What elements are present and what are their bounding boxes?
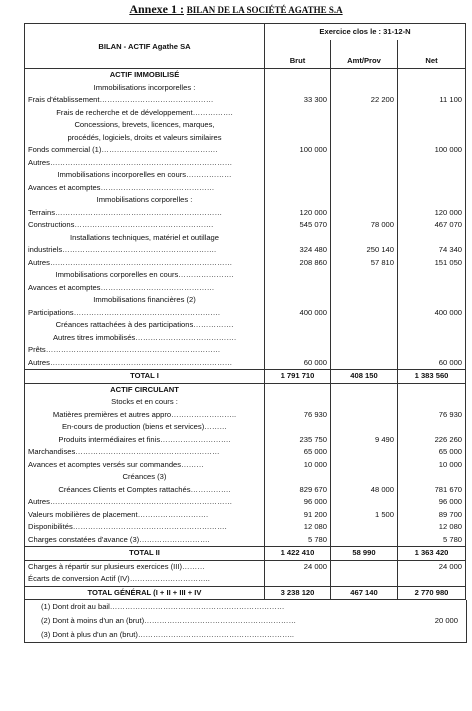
footnote-amount: 20 000 xyxy=(434,616,458,625)
cell-net: 24 000 xyxy=(398,560,466,573)
cell-brut xyxy=(265,82,331,95)
cell-brut: 324 480 xyxy=(265,244,331,257)
cell-brut xyxy=(265,232,331,245)
row-label: Immobilisations corporelles en cours…………………. xyxy=(25,269,265,282)
table-row xyxy=(25,370,466,384)
cell-brut: 60 000 xyxy=(265,357,331,370)
cell-net: 12 080 xyxy=(398,521,466,534)
row-label: ACTIF IMMOBILISÉ xyxy=(25,69,265,82)
cell-amt xyxy=(331,332,398,345)
table-row xyxy=(25,547,466,561)
cell-brut: 1 422 410 xyxy=(265,547,331,561)
cell-amt: 78 000 xyxy=(331,219,398,232)
row-label: Immobilisations incorporelles en cours……………… xyxy=(25,169,265,182)
row-label: TOTAL I xyxy=(25,370,265,384)
cell-amt xyxy=(331,119,398,132)
table-row xyxy=(25,282,466,295)
row-label: Créances rattachées à des participations……………. xyxy=(25,319,265,332)
cell-net xyxy=(398,157,466,170)
cell-net: 400 000 xyxy=(398,307,466,320)
table-row xyxy=(25,383,466,396)
cell-amt: 408 150 xyxy=(331,370,398,384)
cell-brut: 12 080 xyxy=(265,521,331,534)
cell-brut xyxy=(265,69,331,82)
cell-net: 11 100 xyxy=(398,94,466,107)
row-label: Autres……………………………………………………………… xyxy=(25,257,265,270)
column-header-net: Net xyxy=(398,54,466,69)
row-label: Autres……………………………………………………………… xyxy=(25,157,265,170)
cell-amt xyxy=(331,496,398,509)
cell-net xyxy=(398,169,466,182)
cell-brut: 3 238 120 xyxy=(265,586,331,600)
table-row xyxy=(25,446,466,459)
cell-brut xyxy=(265,182,331,195)
cell-net xyxy=(398,107,466,120)
cell-brut: 829 670 xyxy=(265,484,331,497)
cell-amt xyxy=(331,194,398,207)
cell-brut xyxy=(265,119,331,132)
row-label: Créances (3) xyxy=(25,471,265,484)
cell-brut: 5 780 xyxy=(265,534,331,547)
row-label: Matières premières et autres appro…………………….. xyxy=(25,409,265,422)
exercice-header: Exercice clos le : 31-12-N xyxy=(265,24,466,41)
table-row xyxy=(25,496,466,509)
cell-brut xyxy=(265,132,331,145)
cell-amt xyxy=(331,383,398,396)
row-label: Installations techniques, matériel et outillage xyxy=(25,232,265,245)
row-label: Produits intermédiaires et finis………………………. xyxy=(25,434,265,447)
cell-net: 89 700 xyxy=(398,509,466,522)
cell-amt: 58 990 xyxy=(331,547,398,561)
table-row xyxy=(25,144,466,157)
cell-net xyxy=(398,294,466,307)
cell-amt xyxy=(331,459,398,472)
row-label: Concessions, brevets, licences, marques, xyxy=(25,119,265,132)
cell-amt xyxy=(331,82,398,95)
cell-net xyxy=(398,396,466,409)
table-row xyxy=(25,294,466,307)
cell-net: 10 000 xyxy=(398,459,466,472)
cell-brut: 400 000 xyxy=(265,307,331,320)
table-row xyxy=(25,244,466,257)
footnote-item xyxy=(25,628,466,642)
cell-net xyxy=(398,119,466,132)
cell-net xyxy=(398,269,466,282)
cell-net: 76 930 xyxy=(398,409,466,422)
table-row xyxy=(25,182,466,195)
row-label: Frais d'établissement……………………………………… xyxy=(25,94,265,107)
table-row xyxy=(25,332,466,345)
cell-amt: 250 140 xyxy=(331,244,398,257)
row-label: Charges à répartir sur plusieurs exercices (III)……… xyxy=(25,560,265,573)
table-row xyxy=(25,409,466,422)
cell-amt xyxy=(331,294,398,307)
cell-amt xyxy=(331,560,398,573)
cell-brut: 91 200 xyxy=(265,509,331,522)
row-label: Immobilisations corporelles : xyxy=(25,194,265,207)
cell-amt: 1 500 xyxy=(331,509,398,522)
cell-amt xyxy=(331,521,398,534)
table-row xyxy=(25,434,466,447)
row-label: Constructions………………………………………………. xyxy=(25,219,265,232)
bilan-header-label: BILAN - ACTIF Agathe SA xyxy=(25,40,265,54)
table-row xyxy=(25,573,466,586)
table-row xyxy=(25,107,466,120)
cell-net: 74 340 xyxy=(398,244,466,257)
cell-amt xyxy=(331,344,398,357)
cell-brut: 96 000 xyxy=(265,496,331,509)
footnote-item xyxy=(25,600,466,614)
table-row xyxy=(25,169,466,182)
cell-amt xyxy=(331,157,398,170)
table-row xyxy=(25,157,466,170)
cell-net: 2 770 980 xyxy=(398,586,466,600)
cell-amt xyxy=(331,471,398,484)
row-label: Frais de recherche et de développement……………. xyxy=(25,107,265,120)
row-label: Charges constatées d'avance (3)………………………. xyxy=(25,534,265,547)
cell-net: 226 260 xyxy=(398,434,466,447)
table-row xyxy=(25,560,466,573)
row-label: ACTIF CIRCULANT xyxy=(25,383,265,396)
cell-brut xyxy=(265,332,331,345)
cell-amt xyxy=(331,182,398,195)
footnote-text: (3) Dont à plus d'un an (brut)…………………………………………………….. xyxy=(41,630,294,639)
row-label: Avances et acomptes……………………………………… xyxy=(25,182,265,195)
cell-net: 60 000 xyxy=(398,357,466,370)
cell-brut xyxy=(265,396,331,409)
table-row xyxy=(25,207,466,220)
cell-amt xyxy=(331,169,398,182)
title-rest: BILAN DE LA SOCIÉTÉ AGATHE S.A xyxy=(186,5,343,15)
table-row xyxy=(25,484,466,497)
cell-brut xyxy=(265,421,331,434)
row-label: Valeurs mobilières de placement………………………. xyxy=(25,509,265,522)
cell-amt xyxy=(331,132,398,145)
table-row xyxy=(25,257,466,270)
cell-amt: 48 000 xyxy=(331,484,398,497)
cell-brut: 1 791 710 xyxy=(265,370,331,384)
cell-net xyxy=(398,82,466,95)
cell-net xyxy=(398,332,466,345)
cell-net xyxy=(398,319,466,332)
row-label: Autres titres immobilisés…………………………………. xyxy=(25,332,265,345)
cell-amt xyxy=(331,357,398,370)
cell-brut xyxy=(265,573,331,586)
cell-net xyxy=(398,182,466,195)
cell-net: 120 000 xyxy=(398,207,466,220)
footnote-text: (2) Dont à moins d'un an (brut)…………………………………………………… xyxy=(41,616,297,625)
table-row xyxy=(25,509,466,522)
row-label: TOTAL GÉNÉRAL (I + II + III + IV xyxy=(25,586,265,600)
cell-brut xyxy=(265,471,331,484)
row-label: Stocks et en cours : xyxy=(25,396,265,409)
cell-net xyxy=(398,344,466,357)
cell-net xyxy=(398,132,466,145)
cell-brut: 120 000 xyxy=(265,207,331,220)
cell-amt xyxy=(331,573,398,586)
cell-net xyxy=(398,194,466,207)
cell-net: 781 670 xyxy=(398,484,466,497)
footnotes-box xyxy=(24,600,467,643)
cell-brut: 10 000 xyxy=(265,459,331,472)
cell-net xyxy=(398,471,466,484)
table-row xyxy=(25,319,466,332)
row-label: Écarts de conversion Actif (IV)………………………….. xyxy=(25,573,265,586)
cell-net: 100 000 xyxy=(398,144,466,157)
cell-amt xyxy=(331,232,398,245)
table-row xyxy=(25,307,466,320)
cell-brut xyxy=(265,157,331,170)
column-header-amt: Amt/Prov xyxy=(331,54,398,69)
column-header-brut: Brut xyxy=(265,54,331,69)
cell-brut xyxy=(265,169,331,182)
cell-net: 5 780 xyxy=(398,534,466,547)
cell-amt xyxy=(331,144,398,157)
balance-sheet-table xyxy=(24,23,466,600)
document-title xyxy=(0,2,472,17)
table-row xyxy=(25,219,466,232)
cell-amt xyxy=(331,396,398,409)
cell-brut xyxy=(265,282,331,295)
cell-brut: 545 070 xyxy=(265,219,331,232)
row-label: TOTAL II xyxy=(25,547,265,561)
title-lead: Annexe 1 : xyxy=(129,2,185,16)
row-label: Avances et acomptes versés sur commandes……… xyxy=(25,459,265,472)
table-row xyxy=(25,586,466,600)
row-label: Autres……………………………………………………………… xyxy=(25,496,265,509)
cell-amt xyxy=(331,421,398,434)
cell-brut xyxy=(265,107,331,120)
cell-net xyxy=(398,573,466,586)
cell-amt xyxy=(331,107,398,120)
cell-amt xyxy=(331,319,398,332)
cell-net: 65 000 xyxy=(398,446,466,459)
row-label: En-cours de production (biens et services)……… xyxy=(25,421,265,434)
cell-brut: 65 000 xyxy=(265,446,331,459)
row-label: Autres……………………………………………………………… xyxy=(25,357,265,370)
footnote-text: (1) Dont droit au bail…………………………………………………………… xyxy=(41,602,285,611)
cell-net xyxy=(398,383,466,396)
row-label: Disponibilités……………………………………………………. xyxy=(25,521,265,534)
cell-brut: 33 300 xyxy=(265,94,331,107)
cell-net xyxy=(398,232,466,245)
cell-brut xyxy=(265,319,331,332)
row-label: Immobilisations financières (2) xyxy=(25,294,265,307)
cell-net: 467 070 xyxy=(398,219,466,232)
cell-brut: 100 000 xyxy=(265,144,331,157)
cell-brut xyxy=(265,294,331,307)
cell-amt xyxy=(331,69,398,82)
cell-brut: 76 930 xyxy=(265,409,331,422)
table-row xyxy=(25,344,466,357)
cell-net: 1 363 420 xyxy=(398,547,466,561)
row-label: Créances Clients et Comptes rattachés……………. xyxy=(25,484,265,497)
cell-net: 151 050 xyxy=(398,257,466,270)
cell-amt: 9 490 xyxy=(331,434,398,447)
table-row xyxy=(25,269,466,282)
table-row xyxy=(25,232,466,245)
row-label: Marchandises………………………………………………… xyxy=(25,446,265,459)
cell-brut: 235 750 xyxy=(265,434,331,447)
table-row xyxy=(25,119,466,132)
cell-net xyxy=(398,69,466,82)
row-label: Fonds commercial (1)………………………………………. xyxy=(25,144,265,157)
cell-net: 1 383 560 xyxy=(398,370,466,384)
table-row xyxy=(25,421,466,434)
cell-amt xyxy=(331,207,398,220)
cell-amt xyxy=(331,307,398,320)
table-row xyxy=(25,521,466,534)
table-row xyxy=(25,357,466,370)
cell-brut: 24 000 xyxy=(265,560,331,573)
cell-brut xyxy=(265,269,331,282)
cell-net xyxy=(398,282,466,295)
cell-brut xyxy=(265,383,331,396)
table-row xyxy=(25,471,466,484)
table-row xyxy=(25,396,466,409)
cell-brut xyxy=(265,194,331,207)
table-row xyxy=(25,94,466,107)
cell-amt: 22 200 xyxy=(331,94,398,107)
table-row xyxy=(25,132,466,145)
row-label: procédés, logiciels, droits et valeurs similaires xyxy=(25,132,265,145)
table-row xyxy=(25,534,466,547)
row-label: Prêts…………………………………………………………… xyxy=(25,344,265,357)
table-row xyxy=(25,459,466,472)
cell-net: 96 000 xyxy=(398,496,466,509)
cell-net xyxy=(398,421,466,434)
cell-amt: 57 810 xyxy=(331,257,398,270)
row-label: Participations…………………………………………………. xyxy=(25,307,265,320)
cell-amt xyxy=(331,269,398,282)
cell-amt xyxy=(331,282,398,295)
row-label: industriels……………………………………………………. xyxy=(25,244,265,257)
cell-amt: 467 140 xyxy=(331,586,398,600)
cell-brut xyxy=(265,344,331,357)
cell-amt xyxy=(331,534,398,547)
cell-brut: 208 860 xyxy=(265,257,331,270)
row-label: Avances et acomptes……………………………………… xyxy=(25,282,265,295)
row-label: Immobilisations incorporelles : xyxy=(25,82,265,95)
table-row xyxy=(25,194,466,207)
cell-amt xyxy=(331,409,398,422)
footnote-item xyxy=(25,614,466,628)
row-label: Terrains………………………………………………………… xyxy=(25,207,265,220)
table-row xyxy=(25,82,466,95)
table-row xyxy=(25,69,466,82)
cell-amt xyxy=(331,446,398,459)
